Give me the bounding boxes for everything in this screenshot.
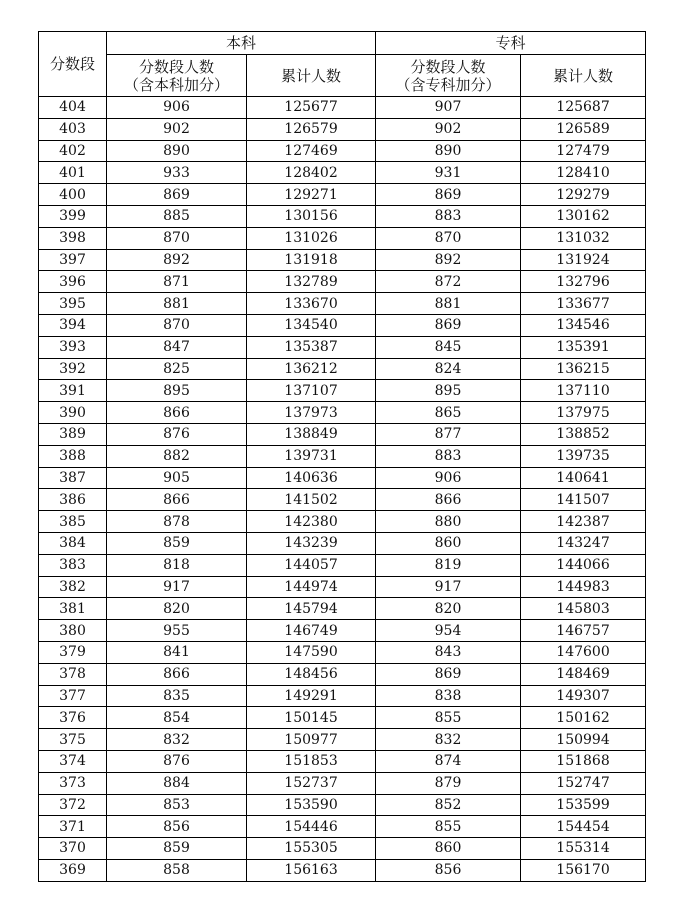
benke-cumulative-cell: 144057 bbox=[247, 554, 376, 576]
header-sub-row bbox=[39, 55, 646, 97]
header-group-row bbox=[39, 32, 646, 55]
benke-cumulative-cell: 151853 bbox=[247, 750, 376, 772]
zhuanke-cumulative-cell: 126589 bbox=[521, 118, 646, 140]
score-cell: 382 bbox=[39, 576, 107, 598]
score-cell: 402 bbox=[39, 140, 107, 162]
score-cell: 394 bbox=[39, 314, 107, 336]
zhuanke-count-cell: 870 bbox=[376, 227, 521, 249]
benke-count-cell: 866 bbox=[107, 663, 247, 685]
benke-count-cell: 885 bbox=[107, 205, 247, 227]
zhuanke-cumulative-cell: 144066 bbox=[521, 554, 646, 576]
zhuanke-cumulative-cell: 131924 bbox=[521, 249, 646, 271]
table-row bbox=[39, 336, 646, 358]
zhuanke-cumulative-cell: 145803 bbox=[521, 598, 646, 620]
benke-count-cell: 825 bbox=[107, 358, 247, 380]
zhuanke-count-cell: 832 bbox=[376, 729, 521, 751]
zhuanke-count-cell: 856 bbox=[376, 859, 521, 881]
zhuanke-count-cell: 866 bbox=[376, 489, 521, 511]
score-cell: 401 bbox=[39, 162, 107, 184]
table-row bbox=[39, 511, 646, 533]
score-cell: 395 bbox=[39, 293, 107, 315]
zhuanke-count-header bbox=[376, 55, 521, 97]
benke-cumulative-cell: 131918 bbox=[247, 249, 376, 271]
zhuanke-count-cell: 869 bbox=[376, 184, 521, 206]
benke-count-cell: 847 bbox=[107, 336, 247, 358]
score-cell: 399 bbox=[39, 205, 107, 227]
zhuanke-cumulative-cell: 152747 bbox=[521, 772, 646, 794]
benke-count-cell: 835 bbox=[107, 685, 247, 707]
benke-cumulative-cell: 141502 bbox=[247, 489, 376, 511]
benke-count-cell: 841 bbox=[107, 641, 247, 663]
benke-cumulative-cell: 150145 bbox=[247, 707, 376, 729]
table-row bbox=[39, 663, 646, 685]
zhuanke-cumulative-cell: 139735 bbox=[521, 445, 646, 467]
zhuanke-cumulative-cell: 150994 bbox=[521, 729, 646, 751]
table-row bbox=[39, 489, 646, 511]
zhuanke-count-cell: 879 bbox=[376, 772, 521, 794]
zhuanke-count-cell: 890 bbox=[376, 140, 521, 162]
table-row bbox=[39, 140, 646, 162]
table-row bbox=[39, 772, 646, 794]
benke-cumulative-cell: 132789 bbox=[247, 271, 376, 293]
score-cell: 384 bbox=[39, 532, 107, 554]
benke-count-cell: 906 bbox=[107, 97, 247, 119]
zhuanke-count-cell: 883 bbox=[376, 205, 521, 227]
benke-cumulative-header: 累计人数 bbox=[247, 55, 376, 97]
benke-cumulative-cell: 146749 bbox=[247, 620, 376, 642]
table-row bbox=[39, 620, 646, 642]
table-row bbox=[39, 118, 646, 140]
table-row bbox=[39, 707, 646, 729]
zhuanke-cumulative-cell: 149307 bbox=[521, 685, 646, 707]
zhuanke-count-cell: 872 bbox=[376, 271, 521, 293]
zhuanke-cumulative-cell: 146757 bbox=[521, 620, 646, 642]
table-row bbox=[39, 532, 646, 554]
benke-group-header: 本科 bbox=[107, 32, 376, 55]
zhuanke-count-cell: 881 bbox=[376, 293, 521, 315]
zhuanke-cumulative-cell: 136215 bbox=[521, 358, 646, 380]
score-cell: 369 bbox=[39, 859, 107, 881]
zhuanke-count-cell: 852 bbox=[376, 794, 521, 816]
benke-count-cell: 902 bbox=[107, 118, 247, 140]
benke-count-cell: 955 bbox=[107, 620, 247, 642]
benke-count-header-line1: 分数段人数 bbox=[138, 57, 214, 76]
table-row bbox=[39, 380, 646, 402]
zhuanke-count-cell: 845 bbox=[376, 336, 521, 358]
zhuanke-count-cell: 843 bbox=[376, 641, 521, 663]
zhuanke-count-cell: 860 bbox=[376, 838, 521, 860]
table-row bbox=[39, 293, 646, 315]
benke-cumulative-cell: 128402 bbox=[247, 162, 376, 184]
zhuanke-count-cell: 880 bbox=[376, 511, 521, 533]
benke-cumulative-cell: 138849 bbox=[247, 423, 376, 445]
zhuanke-cumulative-cell: 156170 bbox=[521, 859, 646, 881]
zhuanke-cumulative-cell: 148469 bbox=[521, 663, 646, 685]
benke-count-cell: 882 bbox=[107, 445, 247, 467]
benke-cumulative-cell: 133670 bbox=[247, 293, 376, 315]
score-cell: 400 bbox=[39, 184, 107, 206]
benke-count-cell: 892 bbox=[107, 249, 247, 271]
zhuanke-count-cell: 874 bbox=[376, 750, 521, 772]
zhuanke-cumulative-cell: 131032 bbox=[521, 227, 646, 249]
table-row bbox=[39, 598, 646, 620]
zhuanke-count-cell: 824 bbox=[376, 358, 521, 380]
benke-cumulative-cell: 149291 bbox=[247, 685, 376, 707]
benke-count-cell: 818 bbox=[107, 554, 247, 576]
benke-count-cell: 866 bbox=[107, 489, 247, 511]
score-cell: 378 bbox=[39, 663, 107, 685]
table-row bbox=[39, 423, 646, 445]
benke-cumulative-cell: 125677 bbox=[247, 97, 376, 119]
benke-cumulative-cell: 134540 bbox=[247, 314, 376, 336]
benke-count-header bbox=[107, 55, 247, 97]
zhuanke-cumulative-cell: 137110 bbox=[521, 380, 646, 402]
score-cell: 371 bbox=[39, 816, 107, 838]
table-row bbox=[39, 402, 646, 424]
score-cell: 390 bbox=[39, 402, 107, 424]
zhuanke-cumulative-cell: 150162 bbox=[521, 707, 646, 729]
zhuanke-cumulative-cell: 128410 bbox=[521, 162, 646, 184]
benke-count-cell: 853 bbox=[107, 794, 247, 816]
benke-cumulative-cell: 127469 bbox=[247, 140, 376, 162]
benke-cumulative-cell: 144974 bbox=[247, 576, 376, 598]
zhuanke-cumulative-cell: 142387 bbox=[521, 511, 646, 533]
score-cell: 373 bbox=[39, 772, 107, 794]
score-cell: 377 bbox=[39, 685, 107, 707]
score-cell: 376 bbox=[39, 707, 107, 729]
benke-count-cell: 859 bbox=[107, 532, 247, 554]
benke-count-cell: 866 bbox=[107, 402, 247, 424]
table-row bbox=[39, 467, 646, 489]
benke-count-cell: 869 bbox=[107, 184, 247, 206]
zhuanke-cumulative-cell: 154454 bbox=[521, 816, 646, 838]
benke-cumulative-cell: 156163 bbox=[247, 859, 376, 881]
zhuanke-cumulative-cell: 130162 bbox=[521, 205, 646, 227]
benke-count-cell: 905 bbox=[107, 467, 247, 489]
benke-cumulative-cell: 150977 bbox=[247, 729, 376, 751]
benke-cumulative-cell: 153590 bbox=[247, 794, 376, 816]
benke-count-cell: 871 bbox=[107, 271, 247, 293]
benke-cumulative-cell: 130156 bbox=[247, 205, 376, 227]
zhuanke-cumulative-cell: 127479 bbox=[521, 140, 646, 162]
table-row bbox=[39, 162, 646, 184]
benke-count-cell: 881 bbox=[107, 293, 247, 315]
table-row bbox=[39, 750, 646, 772]
zhuanke-count-cell: 820 bbox=[376, 598, 521, 620]
score-cell: 396 bbox=[39, 271, 107, 293]
zhuanke-count-cell: 906 bbox=[376, 467, 521, 489]
score-cell: 403 bbox=[39, 118, 107, 140]
zhuanke-count-cell: 838 bbox=[376, 685, 521, 707]
benke-cumulative-cell: 140636 bbox=[247, 467, 376, 489]
table-row bbox=[39, 271, 646, 293]
zhuanke-cumulative-cell: 151868 bbox=[521, 750, 646, 772]
benke-count-cell: 854 bbox=[107, 707, 247, 729]
zhuanke-count-cell: 855 bbox=[376, 707, 521, 729]
benke-cumulative-cell: 152737 bbox=[247, 772, 376, 794]
score-cell: 375 bbox=[39, 729, 107, 751]
table-row bbox=[39, 641, 646, 663]
benke-cumulative-cell: 137107 bbox=[247, 380, 376, 402]
benke-cumulative-cell: 145794 bbox=[247, 598, 376, 620]
benke-cumulative-cell: 155305 bbox=[247, 838, 376, 860]
zhuanke-count-cell: 917 bbox=[376, 576, 521, 598]
benke-cumulative-cell: 136212 bbox=[247, 358, 376, 380]
benke-count-cell: 890 bbox=[107, 140, 247, 162]
zhuanke-cumulative-cell: 137975 bbox=[521, 402, 646, 424]
zhuanke-cumulative-cell: 134546 bbox=[521, 314, 646, 336]
table-row bbox=[39, 249, 646, 271]
benke-cumulative-cell: 135387 bbox=[247, 336, 376, 358]
table-header bbox=[39, 32, 646, 97]
table-body bbox=[39, 97, 646, 882]
zhuanke-count-cell: 869 bbox=[376, 663, 521, 685]
score-cell: 385 bbox=[39, 511, 107, 533]
table-row bbox=[39, 358, 646, 380]
zhuanke-count-cell: 883 bbox=[376, 445, 521, 467]
zhuanke-cumulative-header: 累计人数 bbox=[521, 55, 646, 97]
table-row bbox=[39, 184, 646, 206]
zhuanke-cumulative-cell: 129279 bbox=[521, 184, 646, 206]
benke-count-cell: 870 bbox=[107, 314, 247, 336]
table-row bbox=[39, 554, 646, 576]
benke-cumulative-cell: 131026 bbox=[247, 227, 376, 249]
table-row bbox=[39, 859, 646, 881]
zhuanke-count-cell: 869 bbox=[376, 314, 521, 336]
score-cell: 379 bbox=[39, 641, 107, 663]
benke-count-cell: 858 bbox=[107, 859, 247, 881]
score-cell: 388 bbox=[39, 445, 107, 467]
benke-count-cell: 895 bbox=[107, 380, 247, 402]
score-cell: 387 bbox=[39, 467, 107, 489]
benke-cumulative-cell: 142380 bbox=[247, 511, 376, 533]
table-row bbox=[39, 576, 646, 598]
benke-count-cell: 820 bbox=[107, 598, 247, 620]
score-cell: 380 bbox=[39, 620, 107, 642]
benke-cumulative-cell: 139731 bbox=[247, 445, 376, 467]
zhuanke-cumulative-cell: 141507 bbox=[521, 489, 646, 511]
benke-count-cell: 917 bbox=[107, 576, 247, 598]
score-cell: 393 bbox=[39, 336, 107, 358]
zhuanke-cumulative-cell: 144983 bbox=[521, 576, 646, 598]
zhuanke-cumulative-cell: 135391 bbox=[521, 336, 646, 358]
benke-cumulative-cell: 137973 bbox=[247, 402, 376, 424]
benke-cumulative-cell: 148456 bbox=[247, 663, 376, 685]
zhuanke-count-cell: 931 bbox=[376, 162, 521, 184]
benke-cumulative-cell: 147590 bbox=[247, 641, 376, 663]
zhuanke-count-cell: 895 bbox=[376, 380, 521, 402]
table-row bbox=[39, 205, 646, 227]
zhuanke-cumulative-cell: 133677 bbox=[521, 293, 646, 315]
zhuanke-cumulative-cell: 132796 bbox=[521, 271, 646, 293]
benke-count-header-line2: （含本科加分） bbox=[123, 75, 229, 94]
benke-cumulative-cell: 143239 bbox=[247, 532, 376, 554]
zhuanke-count-cell: 892 bbox=[376, 249, 521, 271]
zhuanke-cumulative-cell: 155314 bbox=[521, 838, 646, 860]
benke-count-cell: 832 bbox=[107, 729, 247, 751]
zhuanke-count-header-line1: 分数段人数 bbox=[410, 57, 486, 76]
benke-cumulative-cell: 154446 bbox=[247, 816, 376, 838]
zhuanke-count-cell: 877 bbox=[376, 423, 521, 445]
benke-count-cell: 876 bbox=[107, 423, 247, 445]
table-row bbox=[39, 816, 646, 838]
zhuanke-cumulative-cell: 153599 bbox=[521, 794, 646, 816]
benke-count-cell: 933 bbox=[107, 162, 247, 184]
zhuanke-count-cell: 907 bbox=[376, 97, 521, 119]
zhuanke-count-cell: 954 bbox=[376, 620, 521, 642]
zhuanke-cumulative-cell: 138852 bbox=[521, 423, 646, 445]
benke-count-cell: 884 bbox=[107, 772, 247, 794]
score-distribution-table bbox=[38, 31, 646, 882]
table-row bbox=[39, 445, 646, 467]
score-cell: 391 bbox=[39, 380, 107, 402]
zhuanke-group-header: 专科 bbox=[376, 32, 646, 55]
score-cell: 370 bbox=[39, 838, 107, 860]
zhuanke-count-cell: 860 bbox=[376, 532, 521, 554]
zhuanke-count-cell: 819 bbox=[376, 554, 521, 576]
score-cell: 392 bbox=[39, 358, 107, 380]
zhuanke-count-header-line2: （含专科加分） bbox=[395, 75, 501, 94]
score-cell: 374 bbox=[39, 750, 107, 772]
zhuanke-count-cell: 855 bbox=[376, 816, 521, 838]
zhuanke-cumulative-cell: 147600 bbox=[521, 641, 646, 663]
score-cell: 381 bbox=[39, 598, 107, 620]
score-cell: 404 bbox=[39, 97, 107, 119]
zhuanke-count-cell: 865 bbox=[376, 402, 521, 424]
benke-count-cell: 870 bbox=[107, 227, 247, 249]
benke-cumulative-cell: 129271 bbox=[247, 184, 376, 206]
table-row bbox=[39, 794, 646, 816]
score-column-header: 分数段 bbox=[39, 32, 107, 97]
score-cell: 398 bbox=[39, 227, 107, 249]
benke-count-cell: 876 bbox=[107, 750, 247, 772]
zhuanke-count-cell: 902 bbox=[376, 118, 521, 140]
table-row bbox=[39, 227, 646, 249]
benke-count-cell: 859 bbox=[107, 838, 247, 860]
score-cell: 397 bbox=[39, 249, 107, 271]
table-row bbox=[39, 314, 646, 336]
score-cell: 386 bbox=[39, 489, 107, 511]
zhuanke-cumulative-cell: 125687 bbox=[521, 97, 646, 119]
score-cell: 389 bbox=[39, 423, 107, 445]
benke-count-cell: 856 bbox=[107, 816, 247, 838]
table-row bbox=[39, 685, 646, 707]
table-row bbox=[39, 97, 646, 119]
benke-cumulative-cell: 126579 bbox=[247, 118, 376, 140]
score-cell: 383 bbox=[39, 554, 107, 576]
table-row bbox=[39, 729, 646, 751]
score-cell: 372 bbox=[39, 794, 107, 816]
table-row bbox=[39, 838, 646, 860]
benke-count-cell: 878 bbox=[107, 511, 247, 533]
zhuanke-cumulative-cell: 143247 bbox=[521, 532, 646, 554]
zhuanke-cumulative-cell: 140641 bbox=[521, 467, 646, 489]
